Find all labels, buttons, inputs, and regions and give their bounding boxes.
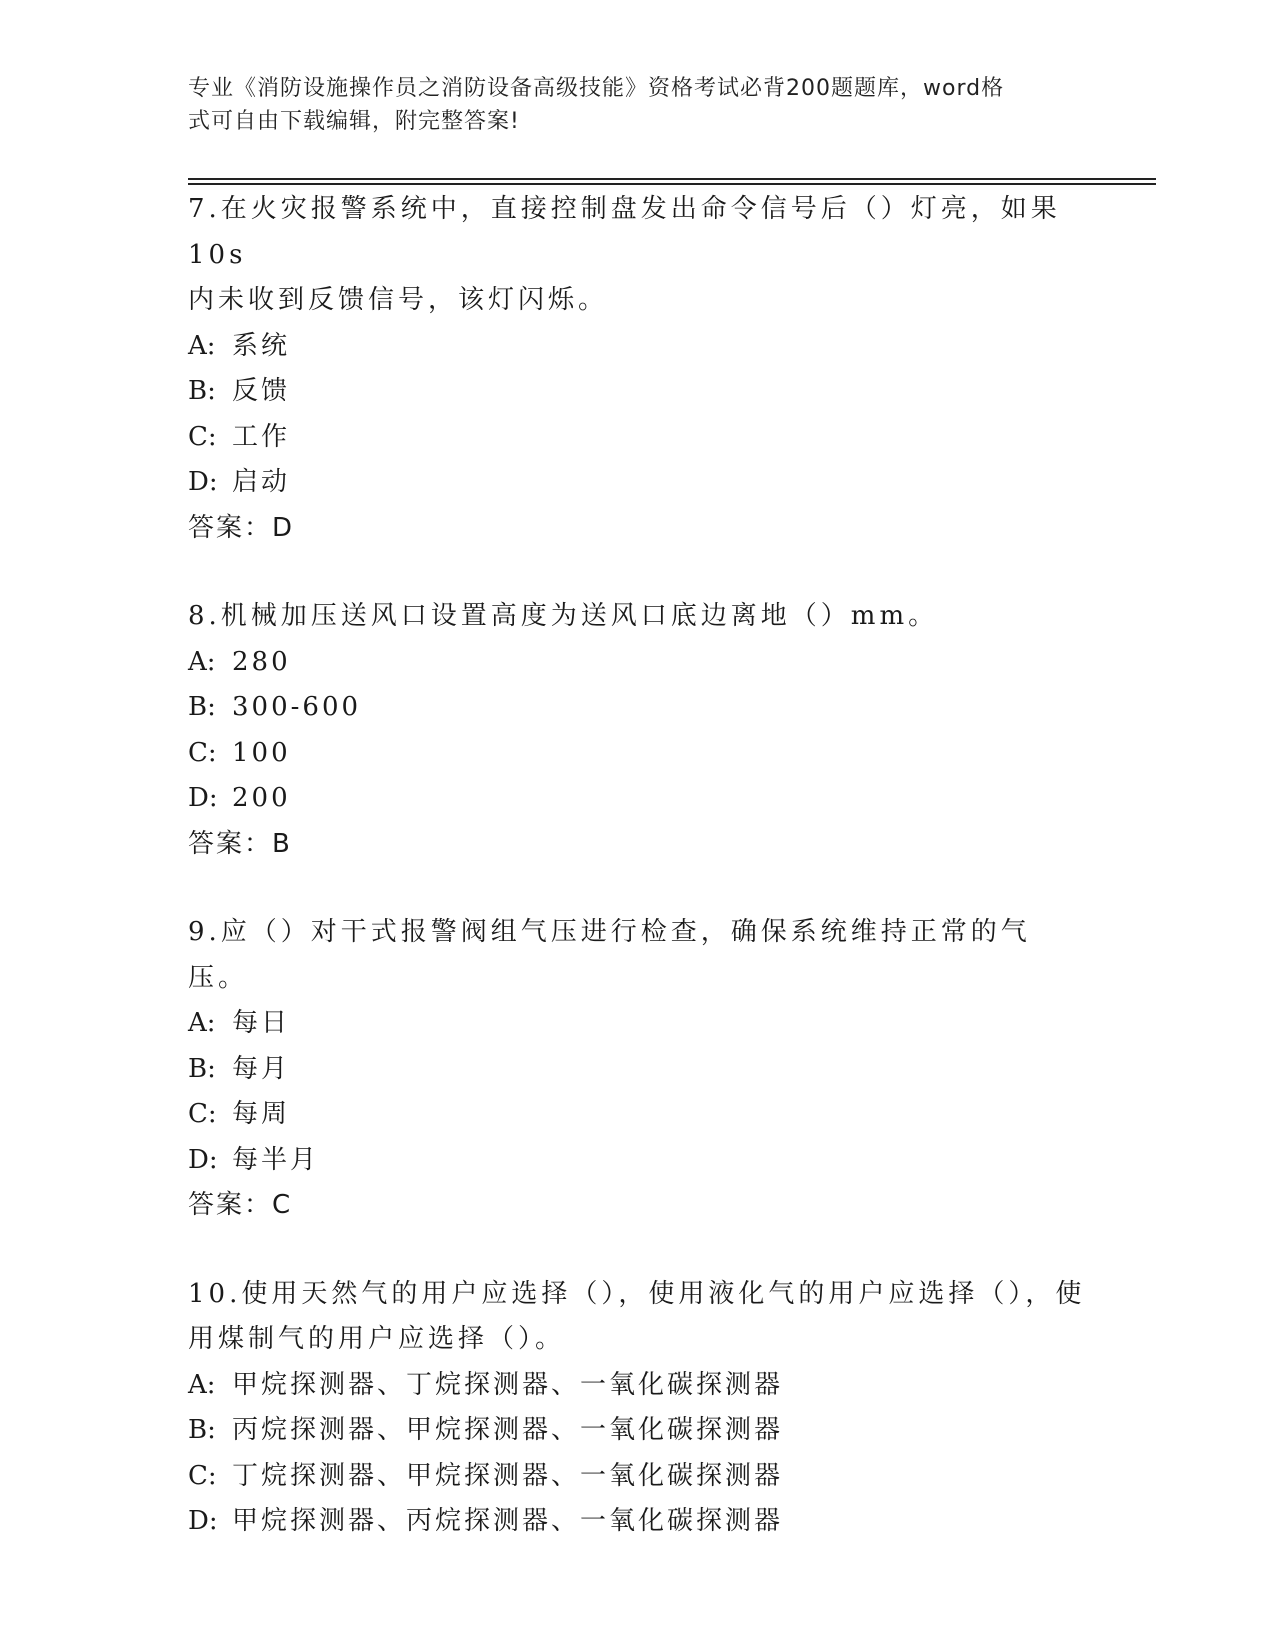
option-text: 甲烷探测器、丙烷探测器、一氧化碳探测器: [232, 1506, 784, 1536]
option-a: [188, 1001, 1088, 1047]
answer-line: 答案：D: [188, 512, 295, 543]
option-key: A:: [188, 646, 216, 677]
question-stem-line-2: 用煤制气的用户应选择（）。: [188, 1324, 566, 1354]
option-b: [188, 685, 1088, 731]
question-9: [188, 910, 1088, 1229]
option-text: 工作: [232, 421, 291, 452]
option-key: B:: [188, 692, 216, 722]
question-stem: [188, 910, 1088, 1001]
option-d: [188, 1499, 1088, 1545]
header-line-1: 专业《消防设施操作员之消防设备高级技能》资格考试必背200题题库，word格: [188, 76, 1005, 101]
option-c: [188, 1092, 1088, 1138]
option-c: [188, 731, 1088, 777]
option-key: B:: [188, 376, 216, 406]
option-text: 100: [232, 737, 291, 768]
option-key: B:: [188, 1415, 216, 1445]
question-stem: [188, 1272, 1088, 1363]
question-8: [188, 594, 1088, 867]
option-b: [188, 1047, 1088, 1093]
option-key: B:: [188, 1053, 216, 1084]
option-a: [188, 324, 1088, 370]
option-b: [188, 369, 1088, 415]
option-text: 每周: [232, 1099, 291, 1129]
question-10: [188, 1272, 1088, 1545]
option-c: [188, 1454, 1088, 1500]
option-c: [188, 415, 1088, 461]
option-text: 甲烷探测器、丁烷探测器、一氧化碳探测器: [232, 1369, 784, 1400]
option-d: [188, 1138, 1088, 1184]
option-text: 280: [232, 646, 291, 677]
option-d: [188, 776, 1088, 822]
option-a: [188, 1363, 1088, 1409]
option-text: 每月: [232, 1053, 291, 1084]
option-b: [188, 1408, 1088, 1454]
header-divider-top: [188, 178, 1156, 180]
option-key: A:: [188, 330, 216, 361]
option-key: C:: [188, 1460, 217, 1491]
document-header: [188, 72, 1068, 138]
option-key: A:: [188, 1008, 216, 1038]
option-a: [188, 640, 1088, 686]
option-text: 丁烷探测器、甲烷探测器、一氧化碳探测器: [232, 1460, 784, 1491]
question-stem-line-1: 7.在火灾报警系统中，直接控制盘发出命令信号后（）灯亮，如果10s: [188, 194, 1061, 270]
option-key: D:: [188, 467, 218, 497]
header-line-2: 式可自由下载编辑，附完整答案!: [188, 109, 520, 134]
option-key: C:: [188, 737, 217, 768]
header-divider-bottom: [188, 183, 1156, 185]
question-stem-line-1: 8.机械加压送风口设置高度为送风口底边离地（）mm。: [188, 601, 939, 631]
option-text: 系统: [232, 330, 291, 361]
option-key: A:: [188, 1369, 216, 1400]
option-text: 每半月: [232, 1144, 320, 1175]
option-text: 每日: [232, 1008, 291, 1038]
option-key: C:: [188, 1099, 217, 1129]
option-text: 启动: [232, 467, 291, 497]
question-7: [188, 187, 1088, 551]
option-key: D:: [188, 1506, 218, 1536]
question-stem-line-1: 10.使用天然气的用户应选择（），使用液化气的用户应选择（），使: [188, 1278, 1086, 1309]
answer-line: 答案：B: [188, 828, 292, 859]
answer-line: 答案：C: [188, 1190, 293, 1220]
question-stem: [188, 187, 1088, 324]
option-key: D:: [188, 1144, 218, 1175]
question-stem: [188, 594, 1088, 640]
question-stem-line-2: 内未收到反馈信号，该灯闪烁。: [188, 285, 609, 315]
option-key: C:: [188, 421, 217, 452]
option-text: 丙烷探测器、甲烷探测器、一氧化碳探测器: [232, 1415, 784, 1445]
option-d: [188, 460, 1088, 506]
option-text: 300-600: [232, 692, 362, 722]
question-list: [188, 187, 1088, 1588]
question-stem-line-1: 9.应（）对干式报警阀组气压进行检查，确保系统维持正常的气压。: [188, 917, 1031, 993]
option-key: D:: [188, 783, 218, 813]
option-text: 200: [232, 783, 291, 813]
option-text: 反馈: [232, 376, 291, 406]
